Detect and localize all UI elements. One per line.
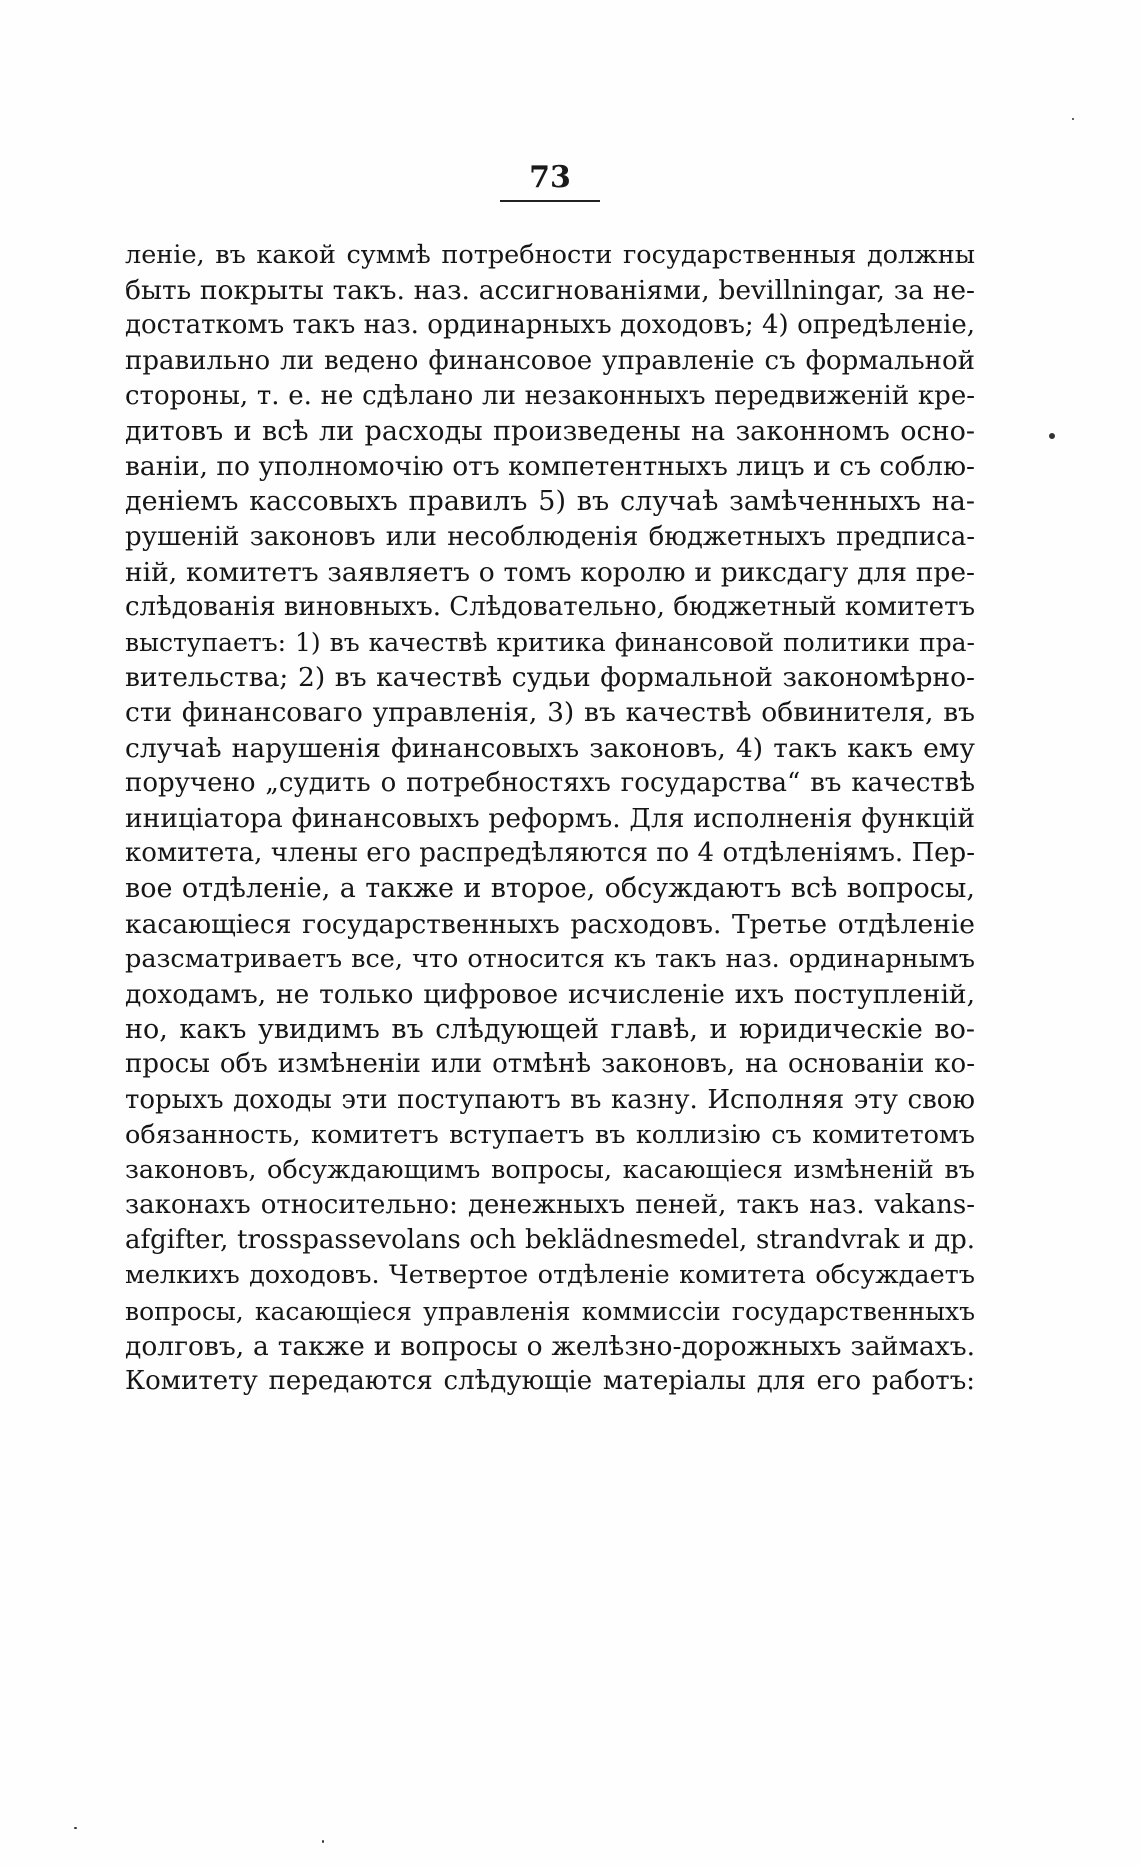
text-line: мелкихъ доходовъ. Четвертое отдѣленіе комитета обсуждаетъ	[125, 1260, 975, 1291]
text-line: правильно ли ведено финансовое управленіе съ формальной	[125, 345, 975, 376]
text-line: законовъ, обсуждающимъ вопросы, касающіеся измѣненій въ	[125, 1154, 975, 1185]
text-line: стороны, т. е. не сдѣлано ли незаконныхъ передвиженій кре-	[125, 380, 975, 411]
text-line: вопросы, касающіеся управленія коммиссіи государственныхъ	[125, 1296, 975, 1326]
text-line: вительства; 2) въ качествѣ судьи формальной закономѣрно-	[125, 662, 975, 694]
text-line: комитета, члены его распредѣляются по 4 отдѣленіямъ. Пер-	[125, 838, 975, 869]
text-line: торыхъ доходы эти поступаютъ въ казну. Исполняя эту свою	[125, 1084, 975, 1115]
text-line: дитовъ и всѣ ли расходы произведены на законномъ осно-	[125, 415, 975, 447]
text-line: долговъ, а также и вопросы о желѣзно-дорожныхъ займахъ.	[125, 1330, 975, 1362]
text-line: ваніи, по уполномочію отъ компетентныхъ лицъ и съ соблю-	[125, 451, 975, 483]
text-line: сти финансоваго управленія, 3) въ качествѣ обвинителя, въ	[125, 697, 975, 729]
text-line: леніе, въ какой суммѣ потребности государственныя должны	[125, 240, 975, 270]
scan-speck	[322, 1840, 324, 1843]
text-line: иниціатора финансовыхъ реформъ. Для исполненія функцій	[125, 803, 975, 834]
text-line: разсматриваетъ все, что относится къ такъ наз. ординарнымъ	[125, 943, 975, 974]
scan-speck	[1072, 118, 1074, 120]
scan-speck	[1049, 433, 1055, 439]
text-line: Комитету передаются слѣдующіе матеріалы для его работъ:	[125, 1366, 975, 1396]
text-line: слѣдованія виновныхъ. Слѣдовательно, бюджетный комитетъ	[125, 591, 975, 622]
text-line: afgifter, trosspassevolans och beklädnesmedel, strandvrak и др.	[125, 1225, 975, 1256]
text-line: доходамъ, не только цифровое исчисленіе ихъ поступленій,	[125, 978, 975, 1010]
text-line: обязанность, комитетъ вступаетъ въ коллизію съ комитетомъ	[125, 1119, 975, 1150]
page-number-rule	[500, 200, 600, 202]
text-line: но, какъ увидимъ въ слѣдующей главѣ, и юридическіе во-	[125, 1014, 975, 1046]
text-line: выступаетъ: 1) въ качествѣ критика финансовой политики пра-	[125, 628, 975, 658]
text-line: быть покрыты такъ. наз. ассигнованіями, bevillningar, за не-	[125, 275, 975, 307]
text-line: ній, комитетъ заявляетъ о томъ королю и риксдагу для пре-	[125, 556, 975, 588]
text-line: случаѣ нарушенія финансовыхъ законовъ, 4) такъ какъ ему	[125, 732, 975, 764]
text-line: просы объ измѣненіи или отмѣнѣ законовъ, на основаніи ко-	[125, 1049, 975, 1080]
text-line: касающіеся государственныхъ расходовъ. Третье отдѣленіе	[125, 908, 975, 940]
text-line: поручено „судить о потребностяхъ государства“ въ качествѣ	[125, 767, 975, 798]
text-line: вое отдѣленіе, а также и второе, обсуждаютъ всѣ вопросы,	[125, 873, 975, 905]
body-text	[125, 238, 975, 1399]
page-number: 73	[529, 160, 571, 195]
scan-speck	[74, 1827, 77, 1829]
text-line: деніемъ кассовыхъ правилъ 5) въ случаѣ замѣченныхъ на-	[125, 486, 975, 518]
text-line: законахъ относительно: денежныхъ пеней, такъ наз. vakans-	[125, 1190, 975, 1221]
text-line: рушеній законовъ или несоблюденія бюджетныхъ предписа-	[125, 521, 975, 552]
text-line: достаткомъ такъ наз. ординарныхъ доходовъ; 4) опредѣленіе,	[125, 310, 975, 341]
